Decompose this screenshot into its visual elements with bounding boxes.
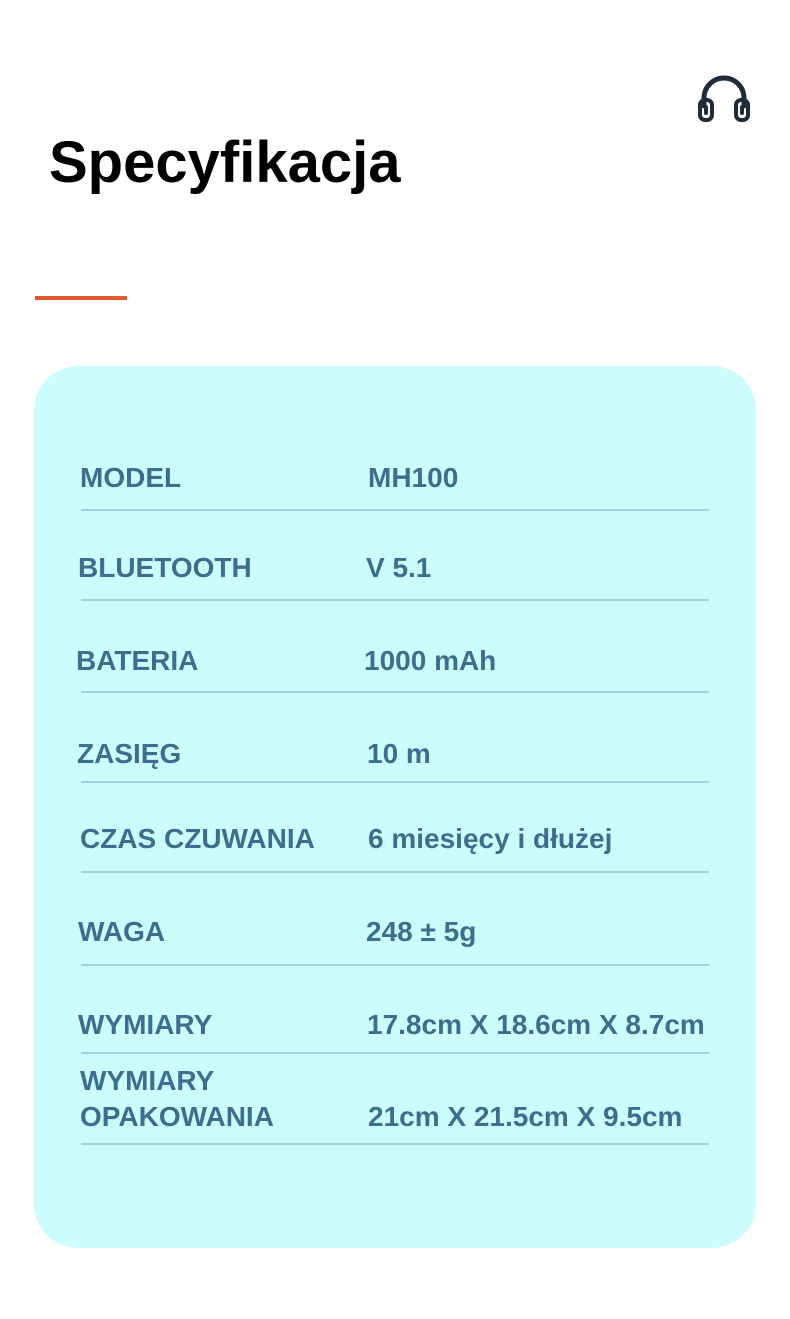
- row-divider: [81, 599, 709, 601]
- spec-label: BATERIA: [76, 645, 199, 676]
- row-divider: [81, 964, 709, 966]
- spec-value: 21cm X 21.5cm X 9.5cm: [368, 1101, 683, 1132]
- row-divider: [81, 781, 709, 783]
- spec-label: ZASIĘG: [77, 738, 182, 769]
- spec-value: 248 ± 5g: [366, 916, 477, 947]
- row-divider: [81, 871, 709, 873]
- spec-label: CZAS CZUWANIA: [80, 823, 315, 854]
- title-accent-divider: [35, 296, 127, 300]
- spec-value: 17.8cm X 18.6cm X 8.7cm: [367, 1009, 705, 1040]
- spec-value: 1000 mAh: [364, 645, 497, 676]
- spec-card: [34, 366, 756, 1248]
- spec-label: BLUETOOTH: [78, 552, 252, 583]
- row-divider: [81, 691, 709, 693]
- headphones-icon: [698, 72, 750, 122]
- spec-label: MODEL: [80, 462, 182, 493]
- spec-label: WYMIARY: [78, 1009, 213, 1040]
- spec-label: WYMIARY OPAKOWANIA: [80, 1065, 274, 1132]
- row-divider: [81, 1143, 709, 1145]
- spec-value: V 5.1: [366, 552, 432, 583]
- spec-label: WAGA: [78, 916, 166, 947]
- row-divider: [81, 1052, 709, 1054]
- row-divider: [81, 509, 709, 511]
- spec-value: MH100: [368, 462, 459, 493]
- page-title: Specyfikacja: [49, 130, 401, 195]
- spec-value: 6 miesięcy i dłużej: [368, 823, 613, 854]
- spec-value: 10 m: [367, 738, 431, 769]
